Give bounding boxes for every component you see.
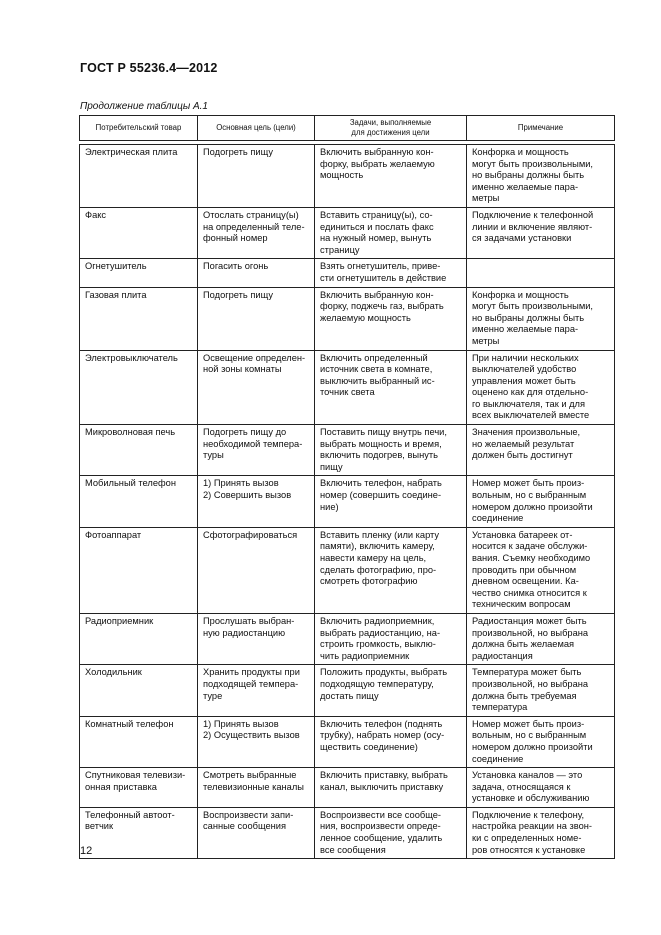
cell-tasks: Включить телефон (поднять трубку), набрать номер (осу- ществить соединение) (315, 716, 467, 767)
cell-tasks: Включить выбранную кон- форку, поджечь газ, выбрать желаемую мощность (315, 287, 467, 350)
cell-product: Микроволновая печь (80, 425, 198, 476)
cell-goal: Подогреть пищу (198, 145, 315, 208)
page-number: 12 (80, 845, 93, 857)
cell-goal: 1) Принять вызов 2) Совершить вызов (198, 476, 315, 527)
document-title: ГОСТ Р 55236.4—2012 (80, 61, 218, 75)
cell-goal: 1) Принять вызов 2) Осуществить вызов (198, 716, 315, 767)
table-row (80, 768, 615, 808)
cell-tasks: Включить радиоприемник, выбрать радиостанцию, на- строить громкость, выклю- чить радиоприемник (315, 613, 467, 664)
cell-note: Установка батареек от- носится к задаче обслужи- вания. Съемку необходимо проводить при обычном дневном освещении. Ка- чество снимка относится к техническим вопросам (467, 527, 615, 613)
table-row (80, 807, 615, 858)
header-note: Примечание (467, 116, 615, 141)
cell-goal: Смотреть выбранные телевизионные каналы (198, 768, 315, 808)
cell-product: Телефонный автоот- ветчик (80, 807, 198, 858)
header-tasks: Задачи, выполняемые для достижения цели (315, 116, 467, 141)
cell-product: Электровыключатель (80, 350, 198, 425)
table-row (80, 716, 615, 767)
cell-note: Номер может быть произ- вольным, но с выбранным номером должно произойти соединение (467, 716, 615, 767)
cell-tasks: Вставить пленку (или карту памяти), включить камеру, навести камеру на цель, сделать фотографию, про- смотреть фотографию (315, 527, 467, 613)
cell-note: Подключение к телефону, настройка реакции на звон- ки с определенных номе- ров относятся к установке (467, 807, 615, 858)
table-row (80, 287, 615, 350)
header-product: Потребительский товар (80, 116, 198, 141)
products-table (79, 115, 615, 859)
cell-goal: Прослушать выбран- ную радиостанцию (198, 613, 315, 664)
cell-product: Комнатный телефон (80, 716, 198, 767)
cell-note: Радиостанция может быть произвольной, но выбрана должна быть желаемая радиостанция (467, 613, 615, 664)
cell-product: Спутниковая телевизи- онная приставка (80, 768, 198, 808)
cell-tasks: Вставить страницу(ы), со- единиться и послать факс на нужный номер, вынуть страницу (315, 207, 467, 258)
table-row (80, 665, 615, 716)
table-row (80, 425, 615, 476)
table-row (80, 259, 615, 287)
cell-goal: Сфотографироваться (198, 527, 315, 613)
cell-product: Газовая плита (80, 287, 198, 350)
table-body (80, 145, 615, 859)
cell-tasks: Поставить пищу внутрь печи, выбрать мощность и время, включить подогрев, вынуть пищу (315, 425, 467, 476)
cell-tasks: Положить продукты, выбрать подходящую температуру, достать пищу (315, 665, 467, 716)
cell-note: Конфорка и мощность могут быть произвольными, но выбраны должны быть именно желаемые пара- метры (467, 287, 615, 350)
cell-product: Радиоприемник (80, 613, 198, 664)
cell-product: Электрическая плита (80, 145, 198, 208)
cell-product: Огнетушитель (80, 259, 198, 287)
cell-tasks: Воспроизвести все сообще- ния, воспроизвести опреде- ленное сообщение, удалить все сообщения (315, 807, 467, 858)
cell-tasks: Включить выбранную кон- форку, выбрать желаемую мощность (315, 145, 467, 208)
table-header-row (80, 116, 615, 141)
cell-product: Холодильник (80, 665, 198, 716)
cell-note: Конфорка и мощность могут быть произвольными, но выбраны должны быть именно желаемые пара- метры (467, 145, 615, 208)
cell-note (467, 259, 615, 287)
cell-goal: Воспроизвести запи- санные сообщения (198, 807, 315, 858)
header-goal: Основная цель (цели) (198, 116, 315, 141)
cell-note: Температура может быть произвольной, но выбрана должна быть требуемая температура (467, 665, 615, 716)
cell-goal: Хранить продукты при подходящей темпера- туре (198, 665, 315, 716)
cell-note: Подключение к телефонной линии и включение являют- ся задачами установки (467, 207, 615, 258)
table-row (80, 207, 615, 258)
cell-tasks: Включить определенный источник света в комнате, выключить выбранный ис- точник света (315, 350, 467, 425)
table-row (80, 476, 615, 527)
cell-product: Мобильный телефон (80, 476, 198, 527)
cell-goal: Подогреть пищу до необходимой темпера- туры (198, 425, 315, 476)
table-caption: Продолжение таблицы А.1 (80, 101, 208, 112)
cell-tasks: Взять огнетушитель, приве- сти огнетушитель в действие (315, 259, 467, 287)
cell-goal: Отослать страницу(ы) на определенный теле- фонный номер (198, 207, 315, 258)
table-row (80, 145, 615, 208)
cell-goal: Освещение определен- ной зоны комнаты (198, 350, 315, 425)
cell-note: Значения произвольные, но желаемый результат должен быть достигнут (467, 425, 615, 476)
cell-note: При наличии нескольких выключателей удобство управления может быть оценено как для отдельно- го выключателя, так и для всех выключателей вместе (467, 350, 615, 425)
cell-note: Установка каналов — это задача, относящаяся к установке и обслуживанию (467, 768, 615, 808)
cell-goal: Подогреть пищу (198, 287, 315, 350)
table-row (80, 613, 615, 664)
table-row (80, 527, 615, 613)
table-row (80, 350, 615, 425)
cell-product: Фотоаппарат (80, 527, 198, 613)
cell-tasks: Включить приставку, выбрать канал, выключить приставку (315, 768, 467, 808)
cell-tasks: Включить телефон, набрать номер (совершить соедине- ние) (315, 476, 467, 527)
cell-note: Номер может быть произ- вольным, но с выбранным номером должно произойти соединение (467, 476, 615, 527)
cell-goal: Погасить огонь (198, 259, 315, 287)
cell-product: Факс (80, 207, 198, 258)
